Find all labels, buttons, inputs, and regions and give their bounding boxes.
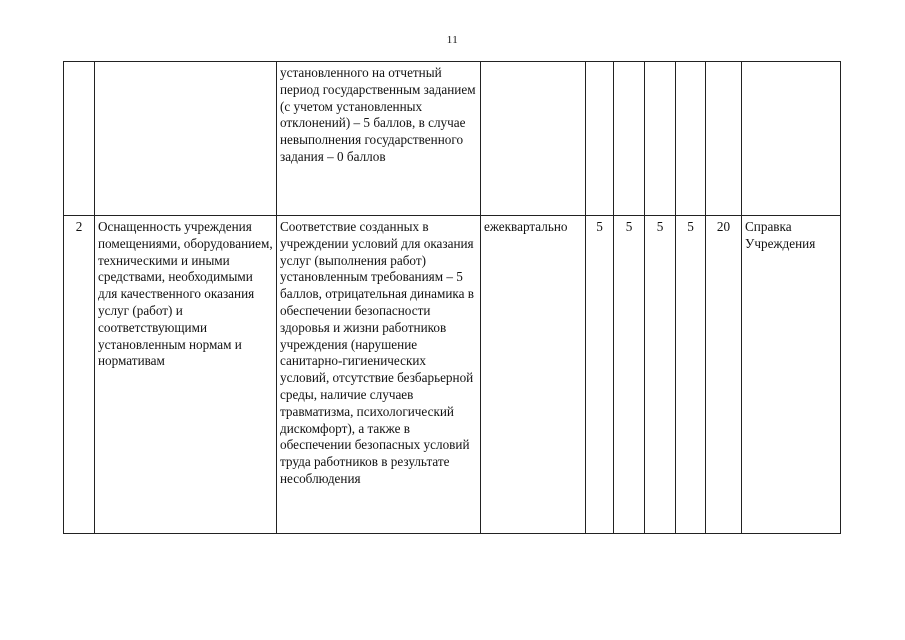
- criteria-cell: установленного на отчетный период государственным заданием (с учетом установленных отклонений) – 5 баллов, в случае невыполнения государственного задания – 0 баллов: [277, 62, 481, 216]
- score-cell-q2: [614, 62, 645, 216]
- score-cell-q3: [645, 62, 676, 216]
- score-cell-q4: 5: [676, 216, 706, 534]
- table-row: [64, 216, 841, 534]
- criteria-table: [63, 61, 841, 534]
- page-number: 11: [446, 34, 459, 46]
- indicator-cell: [95, 62, 277, 216]
- row-number-cell: [64, 62, 95, 216]
- score-cell-q3: 5: [645, 216, 676, 534]
- score-cell-q1: 5: [586, 216, 614, 534]
- total-score-cell: [706, 62, 742, 216]
- criteria-cell: Соответствие созданных в учреждении условий для оказания услуг (выполнения работ) установленным требованиям – 5 баллов, отрицательная динамика в обеспечении безопасности здоровья и жизни работников учреждения (нарушение санитарно-гигиенических условий, отсутствие безбарьерной среды, наличие случаев травматизма, психологический дискомфорт), а также в обеспечении безопасных условий труда работников в результате несоблюдения: [277, 216, 481, 534]
- source-cell: [742, 62, 841, 216]
- row-number-cell: 2: [64, 216, 95, 534]
- total-score-cell: 20: [706, 216, 742, 534]
- score-cell-q4: [676, 62, 706, 216]
- table-row: [64, 62, 841, 216]
- indicator-cell: Оснащенность учреждения помещениями, оборудованием, техническими и иными средствами, необходимыми для качественного оказания услуг (работ) и соответствующими установленным нормам и нормативам: [95, 216, 277, 534]
- score-cell-q2: 5: [614, 216, 645, 534]
- source-cell: Справка Учреждения: [742, 216, 841, 534]
- score-cell-q1: [586, 62, 614, 216]
- frequency-cell: [481, 62, 586, 216]
- frequency-cell: ежеквартально: [481, 216, 586, 534]
